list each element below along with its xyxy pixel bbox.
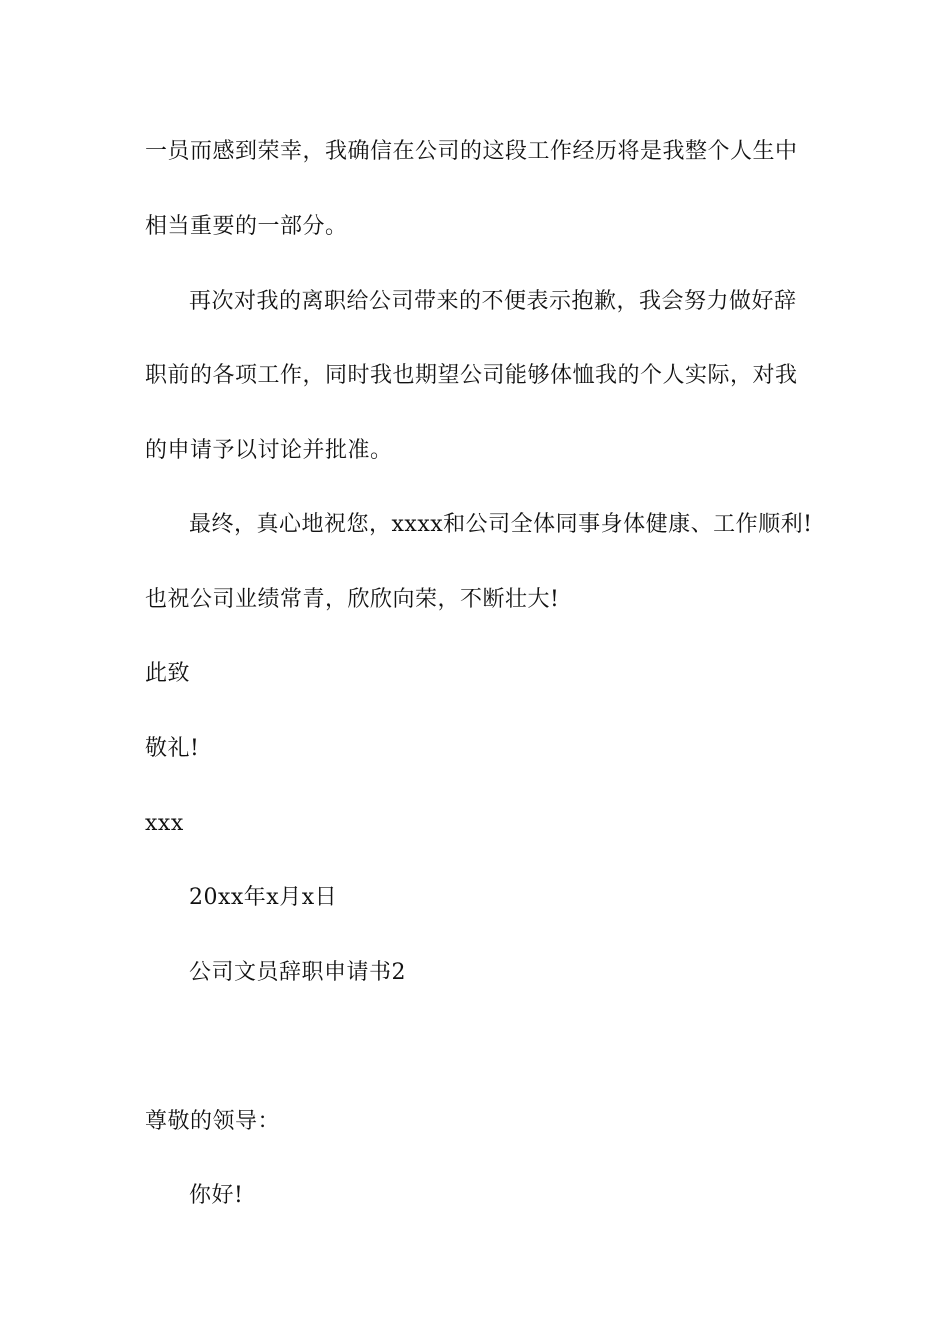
paragraph-line: 再次对我的离职给公司带来的不便表示抱歉，我会努力做好辞 [189, 289, 797, 314]
paragraph-line: 相当重要的一部分。 [145, 214, 348, 239]
closing-regards: 敬礼! [145, 736, 200, 761]
paragraph-line: 最终，真心地祝您，xxxx和公司全体同事身体健康、工作顺利! [189, 512, 813, 537]
document-heading: 公司文员辞职申请书2 [189, 960, 406, 985]
greeting-hello: 你好! [189, 1183, 244, 1208]
paragraph-line: 的申请予以讨论并批准。 [145, 438, 393, 463]
paragraph-line: 一员而感到荣幸，我确信在公司的这段工作经历将是我整个人生中 [145, 139, 798, 164]
signature-date: 20xx年x月x日 [189, 885, 338, 910]
closing-salutation: 此致 [145, 661, 191, 686]
signature-name: xxx [145, 811, 184, 836]
paragraph-line: 也祝公司业绩常青，欣欣向荣，不断壮大! [145, 587, 560, 612]
greeting-line: 尊敬的领导： [145, 1109, 281, 1134]
paragraph-line: 职前的各项工作，同时我也期望公司能够体恤我的个人实际，对我 [145, 363, 798, 388]
